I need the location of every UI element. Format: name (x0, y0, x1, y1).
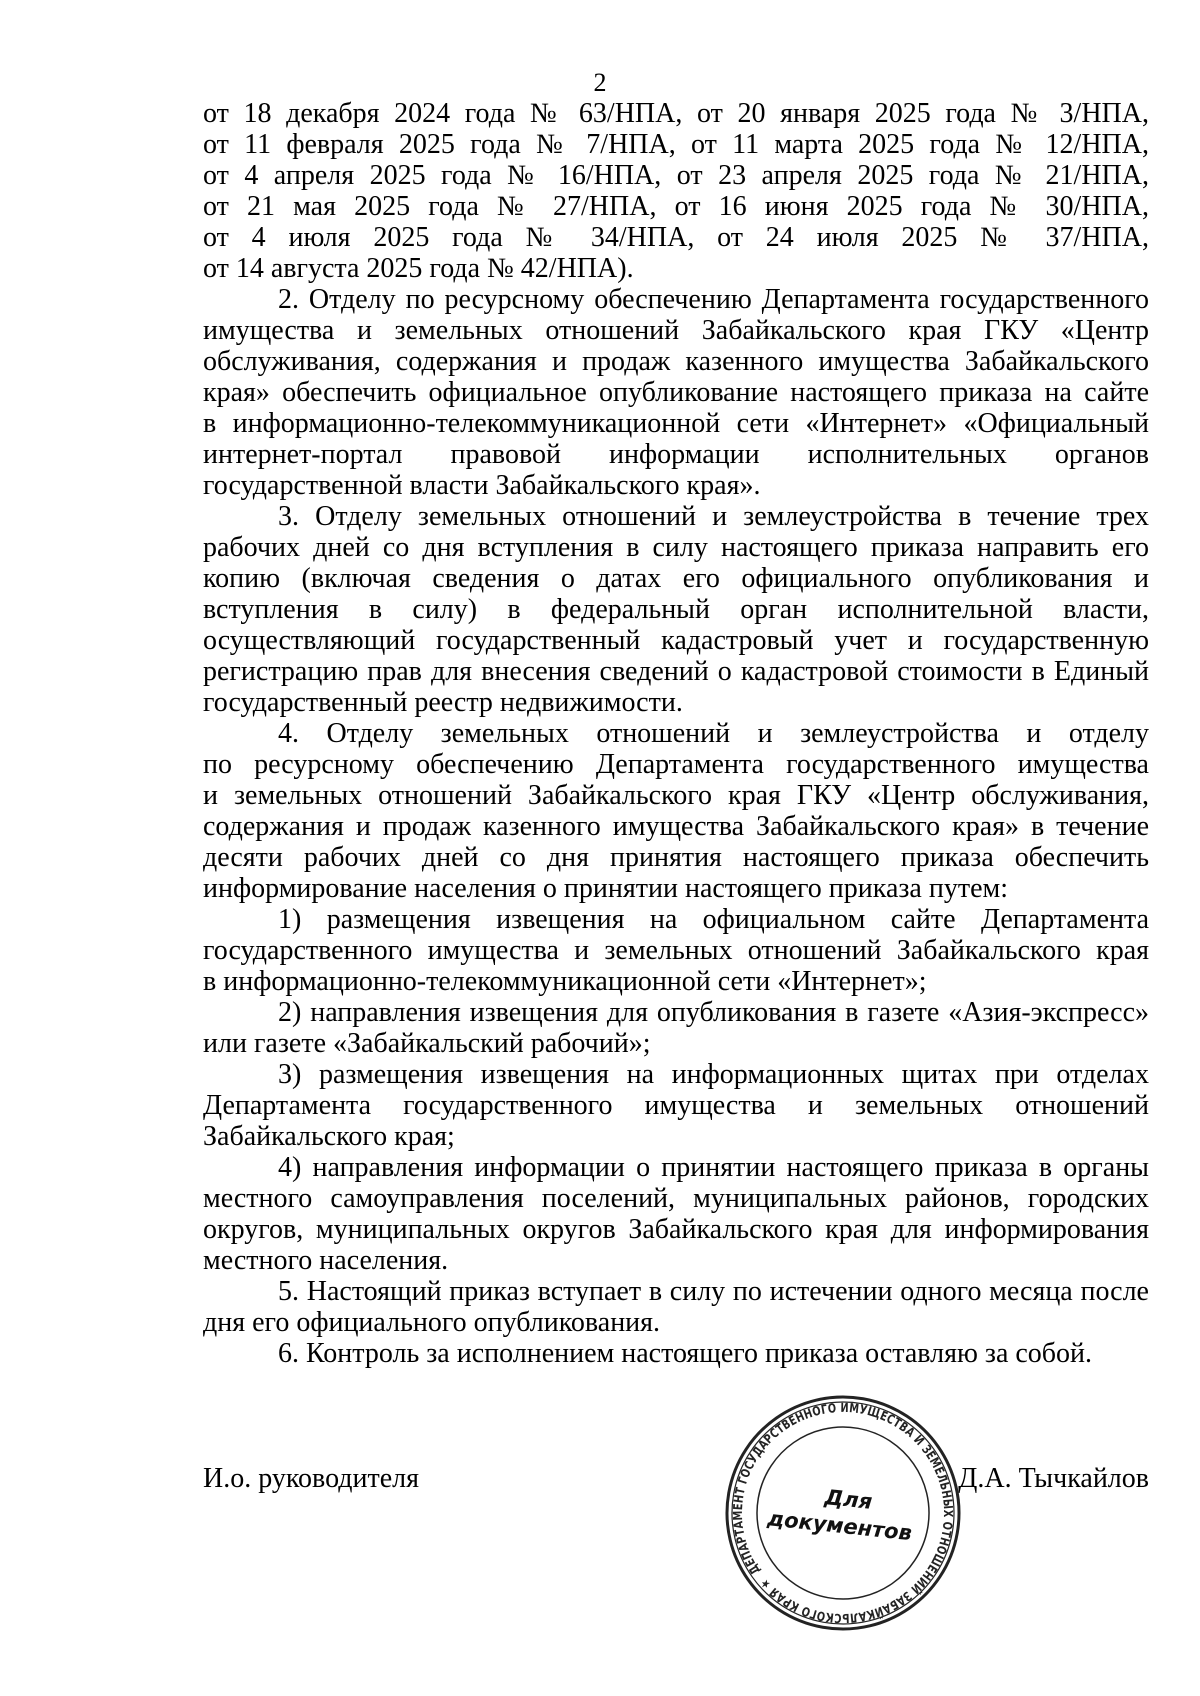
item-4-line-1: 4. Отделу земельных отношений и землеустройства и отделу (278, 718, 1149, 749)
seal-center-line-1: Для (823, 1485, 874, 1514)
signatory-name: Д.А. Тычкайлов (958, 1463, 1149, 1494)
item-2-line-5: в информационно-телекоммуникационной сети «Интернет» «Официальный (203, 408, 1149, 439)
seal-inner-ring-1 (723, 1393, 963, 1633)
subitem-1-line-2: государственного имущества и земельных отношений Забайкальского края (203, 935, 1149, 966)
page-number: 2 (593, 68, 607, 97)
subitem-1-line-3: в информационно-телекоммуникационной сети «Интернет»; (203, 966, 927, 997)
intro-line-3: от 4 апреля 2025 года № 16/НПА, от 23 апреля 2025 года № 21/НПА, (203, 160, 1149, 191)
item-4-line-5: десяти рабочих дней со дня принятия настоящего приказа обеспечить (203, 842, 1149, 873)
subitem-3-line-1: 3) размещения извещения на информационных щитах при отделах (278, 1059, 1149, 1090)
subitem-3-line-2: Департамента государственного имущества и земельных отношений (203, 1090, 1149, 1121)
item-2-line-6: интернет-портал правовой информации исполнительных органов (203, 439, 1149, 470)
subitem-2-line-2: или газете «Забайкальский рабочий»; (203, 1028, 651, 1059)
subitem-4-line-4: местного населения. (203, 1245, 449, 1276)
item-4-line-4: содержания и продаж казенного имущества Забайкальского края» в течение (203, 811, 1149, 842)
seal-inner-ring-2 (723, 1393, 963, 1633)
item-2-line-7: государственной власти Забайкальского края». (203, 470, 761, 501)
official-seal-stamp (723, 1393, 963, 1633)
item-3-line-2: рабочих дней со дня вступления в силу настоящего приказа направить его (203, 532, 1149, 563)
item-3-line-5: осуществляющий государственный кадастровый учет и государственную (203, 625, 1149, 656)
subitem-4-line-2: местного самоуправления поселений, муниципальных районов, городских (203, 1183, 1149, 1214)
item-5-line-1: 5. Настоящий приказ вступает в силу по истечении одного месяца после (278, 1276, 1149, 1307)
item-3-line-7: государственный реестр недвижимости. (203, 687, 683, 718)
seal-outer-ring (723, 1393, 963, 1633)
item-3-line-4: вступления в силу) в федеральный орган исполнительной власти, (203, 594, 1149, 625)
intro-line-2: от 11 февраля 2025 года № 7/НПА, от 11 марта 2025 года № 12/НПА, (203, 129, 1149, 160)
item-3-line-6: регистрацию прав для внесения сведений о кадастровой стоимости в Единый (203, 656, 1149, 687)
item-4-line-3: и земельных отношений Забайкальского края ГКУ «Центр обслуживания, (203, 780, 1149, 811)
document-body (203, 98, 1149, 1369)
intro-line-5: от 4 июля 2025 года № 34/НПА, от 24 июля 2025 № 37/НПА, (203, 222, 1149, 253)
item-2-line-2: имущества и земельных отношений Забайкальского края ГКУ «Центр (203, 315, 1149, 346)
item-6-line-1: 6. Контроль за исполнением настоящего приказа оставляю за собой. (278, 1338, 1093, 1369)
signatory-title: И.о. руководителя (203, 1463, 420, 1494)
item-2-line-4: края» обеспечить официальное опубликование настоящего приказа на сайте (203, 377, 1149, 408)
subitem-4-line-3: округов, муниципальных округов Забайкальского края для информирования (203, 1214, 1149, 1245)
intro-line-1: от 18 декабря 2024 года № 63/НПА, от 20 января 2025 года № 3/НПА, (203, 98, 1149, 129)
item-3-line-3: копию (включая сведения о датах его официального опубликования и (203, 563, 1149, 594)
subitem-4-line-1: 4) направления информации о принятии настоящего приказа в органы (278, 1152, 1149, 1183)
seal-graphic (723, 1393, 963, 1633)
item-2-line-3: обслуживания, содержания и продаж казенного имущества Забайкальского (203, 346, 1149, 377)
item-2-line-1: 2. Отделу по ресурсному обеспечению Департамента государственного (278, 284, 1149, 315)
item-5-line-2: дня его официального опубликования. (203, 1307, 661, 1338)
intro-line-6: от 14 августа 2025 года № 42/НПА). (203, 253, 634, 284)
item-4-line-6: информирование населения о принятии настоящего приказа путем: (203, 873, 1008, 904)
subitem-1-line-1: 1) размещения извещения на официальном сайте Департамента (278, 904, 1149, 935)
subitem-3-line-3: Забайкальского края; (203, 1121, 455, 1152)
intro-line-4: от 21 мая 2025 года № 27/НПА, от 16 июня 2025 года № 30/НПА, (203, 191, 1149, 222)
seal-ring-textpath: ДЕПАРТАМЕНТ ГОСУДАРСТВЕННОГО ИМУЩЕСТВА И ЗЕМЕЛЬНЫХ ОТНОШЕНИЙ ЗАБАЙКАЛЬСКОГО КРАЯ ★ (729, 1399, 957, 1627)
item-4-line-2: по ресурсному обеспечению Департамента государственного имущества (203, 749, 1149, 780)
seal-ring-text (723, 1393, 963, 1633)
item-3-line-1: 3. Отделу земельных отношений и землеустройства в течение трех (278, 501, 1149, 532)
subitem-2-line-1: 2) направления извещения для опубликования в газете «Азия-экспресс» (278, 997, 1149, 1028)
seal-center-line-2: документов (766, 1506, 914, 1546)
